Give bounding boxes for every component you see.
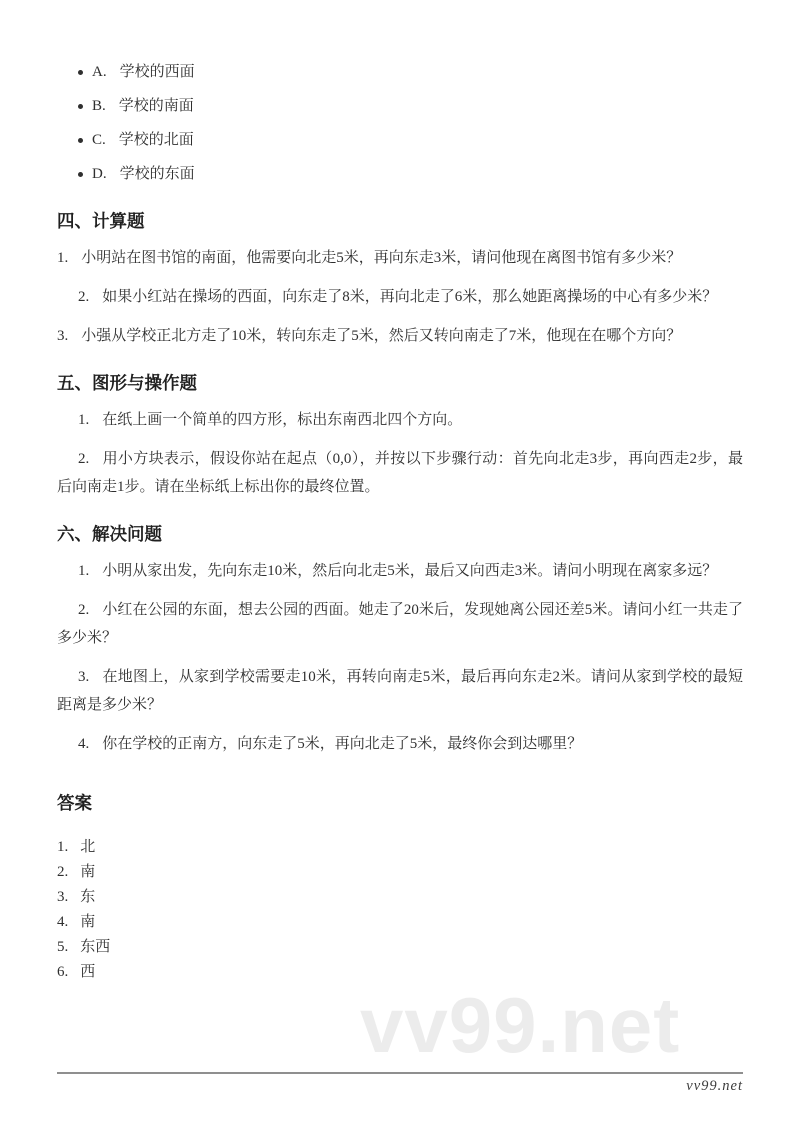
question-text: 在地图上，从家到学校需要走10米，再转向南走5米，最后再向东走2米。请问从家到学校的最短距离是多少米？ (57, 669, 743, 713)
answer-text: 南 (80, 864, 96, 880)
answer-number: 2. (57, 864, 69, 880)
bullet-icon (78, 138, 83, 143)
question (57, 445, 743, 501)
question-number: 2. (78, 289, 90, 305)
question-text: 用小方块表示，假设你站在起点（0,0），并按以下步骤行动：首先向北走3步，再向西走2步，最后向南走1步。请在坐标纸上标出你的最终位置。 (57, 451, 743, 495)
question (57, 596, 743, 652)
answer-number: 1. (57, 839, 69, 855)
answer-number: 5. (57, 939, 69, 955)
question (57, 322, 743, 350)
answer-text: 北 (80, 839, 96, 855)
question-text: 小红在公园的东面，想去公园的西面。她走了20米后，发现她离公园还差5米。请问小红一共走了多少米？ (57, 602, 743, 646)
answers-heading: 答案 (57, 793, 92, 813)
question-number: 2. (78, 451, 90, 467)
answers-list (57, 835, 743, 985)
question (57, 283, 743, 311)
option-label: A. (92, 64, 107, 80)
answer-item (57, 835, 743, 860)
question-text: 小明站在图书馆的南面，他需要向北走5米，再向东走3米，请问他现在离图书馆有多少米？ (81, 250, 682, 266)
question (57, 244, 743, 272)
answer-text: 西 (80, 964, 96, 980)
question-text: 小明从家出发，先向东走10米，然后向北走5米，最后又向西走3米。请问小明现在离家多远？ (102, 563, 718, 579)
answer-item (57, 960, 743, 985)
question-text: 小强从学校正北方走了10米，转向东走了5米，然后又转向南走了7米，他现在在哪个方向？ (81, 328, 682, 344)
question-number: 3. (78, 669, 90, 685)
section-heading-problem-solving: 六、解决问题 (57, 524, 162, 544)
option-label: B. (92, 98, 106, 114)
answer-number: 6. (57, 964, 69, 980)
question (57, 730, 743, 758)
option-text: 学校的北面 (118, 132, 194, 148)
question (57, 406, 743, 434)
option-item-c (78, 127, 743, 154)
answer-text: 东西 (80, 939, 111, 955)
question (57, 557, 743, 585)
question-text: 你在学校的正南方，向东走了5米，再向北走了5米，最终你会到达哪里？ (102, 736, 583, 752)
footer-site-label: vv99.net (686, 1078, 743, 1094)
question-number: 1. (78, 412, 90, 428)
answer-number: 4. (57, 914, 69, 930)
option-item-b (78, 93, 743, 120)
footer-rule (57, 1072, 743, 1074)
question-number: 4. (78, 736, 90, 752)
section-heading-calculation: 四、计算题 (57, 211, 145, 231)
bullet-icon (78, 70, 83, 75)
question-text: 在纸上画一个简单的四方形，标出东南西北四个方向。 (102, 412, 463, 428)
bullet-icon (78, 172, 83, 177)
option-text: 学校的南面 (118, 98, 194, 114)
option-item-a (78, 59, 743, 86)
answer-item (57, 885, 743, 910)
answer-item (57, 935, 743, 960)
option-item-d (78, 161, 743, 188)
question (57, 663, 743, 719)
answer-text: 南 (80, 914, 96, 930)
option-text: 学校的西面 (119, 64, 195, 80)
answer-text: 东 (80, 889, 96, 905)
question-number: 1. (57, 250, 69, 266)
question-number: 3. (57, 328, 69, 344)
watermark: vv99.net (360, 981, 681, 1069)
option-label: C. (92, 132, 106, 148)
option-text: 学校的东面 (119, 166, 195, 182)
options-list (78, 59, 743, 188)
bullet-icon (78, 104, 83, 109)
option-label: D. (92, 166, 107, 182)
answer-item (57, 910, 743, 935)
question-text: 如果小红站在操场的西面，向东走了8米，再向北走了6米，那么她距离操场的中心有多少米？ (102, 289, 718, 305)
answer-number: 3. (57, 889, 69, 905)
answer-item (57, 860, 743, 885)
question-number: 1. (78, 563, 90, 579)
question-number: 2. (78, 602, 90, 618)
section-heading-drawing: 五、图形与操作题 (57, 373, 197, 393)
